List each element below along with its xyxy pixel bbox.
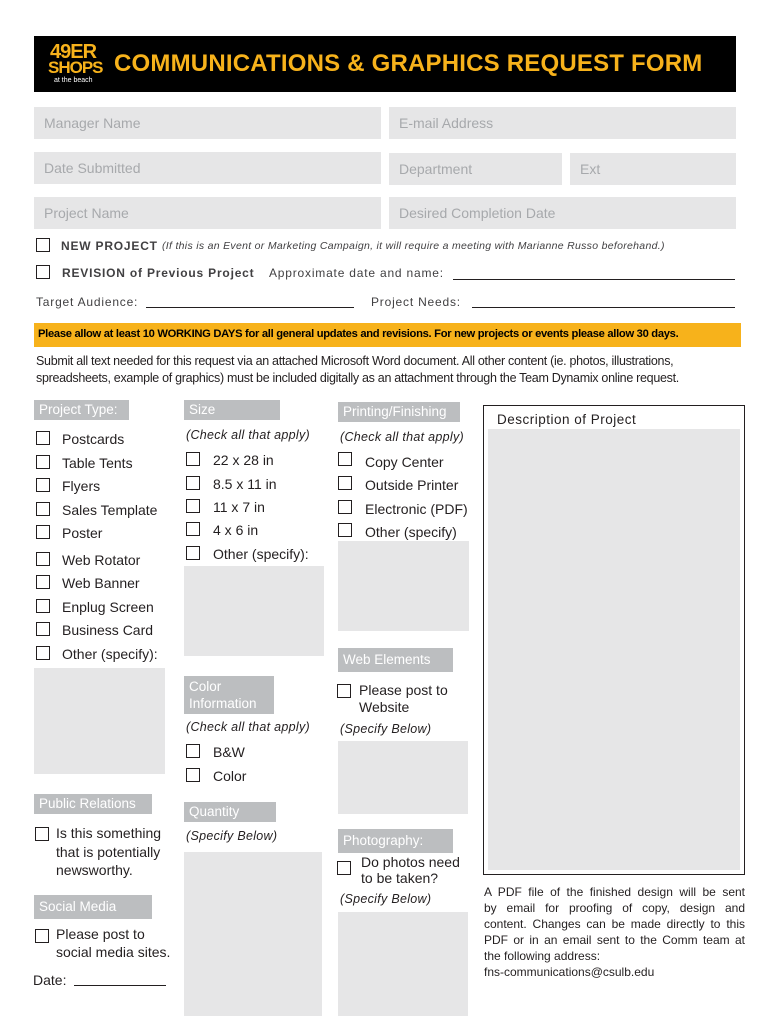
photography-line1: Do photos need <box>361 854 460 870</box>
color-info-item: B&W <box>213 744 245 760</box>
quantity-note: (Specify Below) <box>186 829 278 843</box>
project-type-item: Sales Template <box>62 502 158 518</box>
logo-line1: 49ER <box>50 41 97 63</box>
project-type-checkbox[interactable] <box>36 455 50 469</box>
printing-checkbox[interactable] <box>338 523 352 537</box>
revision-checkbox[interactable] <box>36 265 50 279</box>
quantity-box[interactable] <box>184 852 322 1016</box>
size-note: (Check all that apply) <box>186 428 311 442</box>
project-type-item: Business Card <box>62 622 154 638</box>
color-info-item: Color <box>213 768 247 784</box>
web-elements-box[interactable] <box>338 741 468 814</box>
date-submitted-field[interactable]: Date Submitted <box>34 152 381 184</box>
printing-item: Electronic (PDF) <box>365 501 468 517</box>
pdf-note-line3: content. Changes can be made directly to this <box>484 917 745 931</box>
project-needs-label: Project Needs: <box>371 295 461 309</box>
project-type-checkbox[interactable] <box>36 552 50 566</box>
project-type-item: Enplug Screen <box>62 599 154 615</box>
size-checkbox[interactable] <box>186 546 200 560</box>
revision-note: Approximate date and name: <box>269 266 444 280</box>
project-type-checkbox[interactable] <box>36 622 50 636</box>
color-info-checkbox[interactable] <box>186 768 200 782</box>
size-checkbox[interactable] <box>186 522 200 536</box>
quantity-header: Quantity <box>184 802 276 822</box>
project-type-checkbox[interactable] <box>36 478 50 492</box>
new-project-label: NEW PROJECT <box>61 239 158 253</box>
social-media-header: Social Media <box>34 895 152 919</box>
page-title: COMMUNICATIONS & GRAPHICS REQUEST FORM <box>114 50 703 77</box>
size-checkbox[interactable] <box>186 452 200 466</box>
instructions-line2: spreadsheets, example of graphics) must be included digitally as an attachment through the Team Dynamix online request. <box>36 371 679 385</box>
pdf-note <box>484 884 745 980</box>
printing-checkbox[interactable] <box>338 452 352 466</box>
project-type-item: Table Tents <box>62 455 133 471</box>
project-type-item: Flyers <box>62 478 101 494</box>
project-type-item: Web Rotator <box>62 552 141 568</box>
size-checkbox[interactable] <box>186 499 200 513</box>
size-checkbox[interactable] <box>186 476 200 490</box>
size-other-box[interactable] <box>184 566 324 656</box>
photography-note: (Specify Below) <box>340 892 432 906</box>
project-type-item: Other (specify): <box>62 646 158 662</box>
printing-item: Other (specify) <box>365 524 457 540</box>
department-field[interactable]: Department <box>389 153 562 185</box>
project-type-checkbox[interactable] <box>36 502 50 516</box>
date-label: Date: <box>33 972 67 988</box>
completion-date-field[interactable]: Desired Completion Date <box>389 197 736 229</box>
project-type-other-box[interactable] <box>34 668 165 774</box>
web-elements-checkbox[interactable] <box>337 684 351 698</box>
project-type-item: Postcards <box>62 431 125 447</box>
project-name-field[interactable]: Project Name <box>34 197 381 229</box>
printing-header: Printing/Finishing <box>338 402 460 422</box>
photography-header: Photography: <box>338 829 453 853</box>
printing-item: Copy Center <box>365 454 444 470</box>
color-info-note: (Check all that apply) <box>186 720 311 734</box>
size-item: 8.5 x 11 in <box>213 476 277 492</box>
project-type-item: Web Banner <box>62 575 140 591</box>
web-elements-note: (Specify Below) <box>340 722 432 736</box>
photography-checkbox[interactable] <box>337 861 351 875</box>
target-audience-line[interactable] <box>146 307 354 308</box>
web-elements-line2: Website <box>359 699 410 715</box>
description-box[interactable] <box>488 429 740 870</box>
size-item: 22 x 28 in <box>213 452 274 468</box>
project-type-header: Project Type: <box>34 400 129 420</box>
social-media-line1: Please post to <box>56 926 145 942</box>
size-header: Size <box>184 400 280 420</box>
web-elements-line1: Please post to <box>359 682 448 698</box>
project-type-item: Poster <box>62 525 103 541</box>
photography-line2: to be taken? <box>361 870 439 886</box>
color-info-title-line1: Color <box>189 679 222 694</box>
project-type-checkbox[interactable] <box>36 431 50 445</box>
photography-box[interactable] <box>338 912 468 1016</box>
revision-label: REVISION of Previous Project <box>62 266 255 280</box>
project-needs-line[interactable] <box>472 307 735 308</box>
project-type-checkbox[interactable] <box>36 575 50 589</box>
manager-name-field[interactable]: Manager Name <box>34 107 381 139</box>
logo-tagline: at the beach <box>54 77 93 84</box>
size-item: 4 x 6 in <box>213 522 259 538</box>
web-elements-header: Web Elements <box>338 648 453 672</box>
ext-field[interactable]: Ext <box>570 153 736 185</box>
printing-checkbox[interactable] <box>338 500 352 514</box>
notice-text: Please allow at least 10 WORKING DAYS for all general updates and revisions. For new projects or events please allow 30 days. <box>38 328 679 340</box>
pdf-note-line4: PDF or in an email sent to the Comm team at <box>484 933 745 947</box>
public-relations-line2: that is potentially <box>56 844 161 860</box>
public-relations-line3: newsworthy. <box>56 862 133 878</box>
logo-line2: SHOPS <box>48 58 103 77</box>
color-info-checkbox[interactable] <box>186 744 200 758</box>
project-type-checkbox[interactable] <box>36 525 50 539</box>
instructions-line1: Submit all text needed for this request via an attached Microsoft Word document. All other content (ie. photos, illustrations, <box>36 354 674 368</box>
public-relations-header: Public Relations <box>34 794 152 814</box>
date-line[interactable] <box>74 985 166 986</box>
logo <box>48 42 106 88</box>
project-type-checkbox[interactable] <box>36 599 50 613</box>
printing-other-box[interactable] <box>338 541 469 631</box>
social-media-checkbox[interactable] <box>35 929 49 943</box>
new-project-note: (If this is an Event or Marketing Campaign, it will require a meeting with Marianne Russo beforehand.) <box>162 240 665 252</box>
size-item: Other (specify): <box>213 546 309 562</box>
description-title: Description of Project <box>497 412 637 427</box>
target-audience-label: Target Audience: <box>36 295 139 309</box>
printing-note: (Check all that apply) <box>340 430 465 444</box>
revision-line[interactable] <box>453 279 735 280</box>
public-relations-checkbox[interactable] <box>35 827 49 841</box>
size-item: 11 x 7 in <box>213 499 265 515</box>
color-info-header <box>184 676 274 714</box>
pdf-note-line1: A PDF file of the finished design will be sent <box>484 885 745 899</box>
color-info-title-line2: Information <box>189 696 257 711</box>
project-type-checkbox[interactable] <box>36 646 50 660</box>
social-media-line2: social media sites. <box>56 944 171 960</box>
public-relations-line1: Is this something <box>56 825 162 841</box>
email-field[interactable]: E-mail Address <box>389 107 736 139</box>
pdf-note-line2: by email for proofing of copy, design and <box>484 901 745 915</box>
pdf-note-line5: the following address: <box>484 949 601 963</box>
printing-item: Outside Printer <box>365 477 459 493</box>
pdf-note-email: fns-communications@csulb.edu <box>484 965 655 979</box>
new-project-checkbox[interactable] <box>36 238 50 252</box>
printing-checkbox[interactable] <box>338 476 352 490</box>
